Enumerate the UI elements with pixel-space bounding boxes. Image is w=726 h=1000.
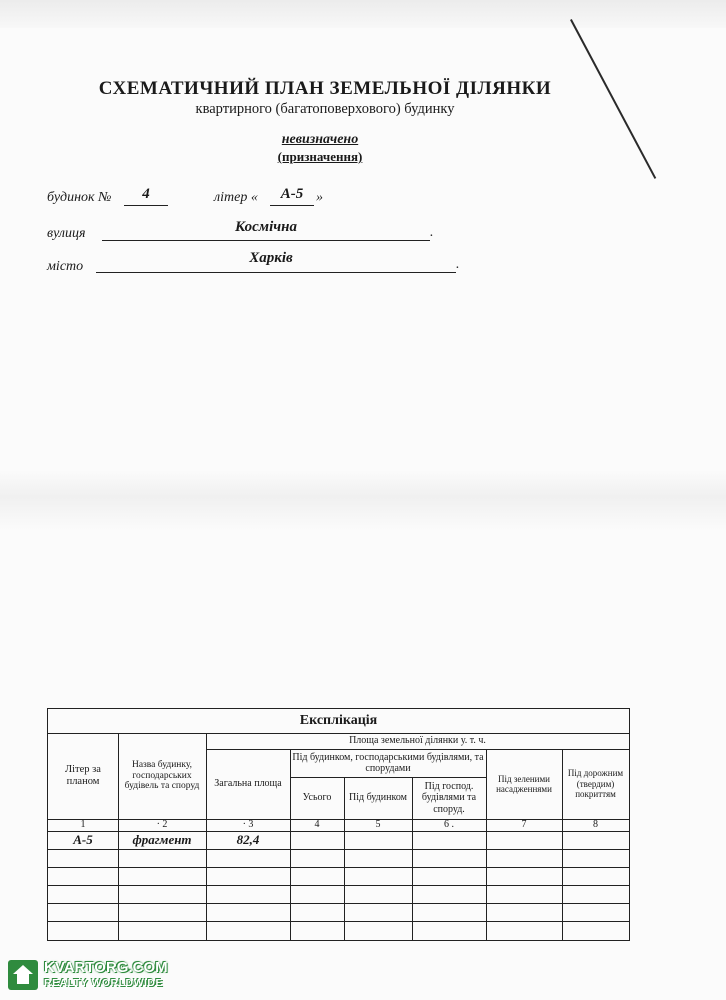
liter-label: літер « <box>214 190 258 205</box>
header-total: Загальна площа <box>214 778 282 790</box>
explication-table <box>47 708 630 941</box>
street-underline <box>102 240 430 241</box>
row-divider <box>48 903 629 904</box>
column-number: 8 <box>593 819 598 831</box>
header-area-group: Площа земельної ділянки у. т. ч. <box>349 735 486 747</box>
watermark-brand: KVARTORG.COM <box>44 959 168 976</box>
paper-fold <box>0 470 726 530</box>
document-subtitle: квартирного (багатоповерхового) будинку <box>195 101 455 117</box>
column-number: · 2 <box>156 819 168 831</box>
city-value: Харків <box>249 250 293 266</box>
header-built-group: Під будинком, господарськими будівлями, та спорудами <box>292 751 484 774</box>
scan-artifact-top <box>0 0 726 28</box>
column-number: 4 <box>314 819 320 831</box>
header-name: Назва будинку, господарських будівель та споруд <box>124 759 200 792</box>
header-outbuildings: Під господ. будівлями та споруд. <box>421 780 477 815</box>
city-label: місто <box>47 259 84 274</box>
column-number: 7 <box>521 819 527 831</box>
liter-close: » <box>316 190 323 205</box>
purpose-value: невизначено <box>281 132 359 147</box>
table-title: Експлікація <box>48 709 629 734</box>
header-house: Під будинком <box>349 792 407 804</box>
header-all: Усього <box>302 792 332 804</box>
house-underline <box>124 205 168 206</box>
document-title: СХЕМАТИЧНИЙ ПЛАН ЗЕМЕЛЬНОЇ ДІЛЯНКИ <box>98 78 552 99</box>
liter-value: А-5 <box>280 186 304 202</box>
purpose-caption: (призначення) <box>277 149 363 164</box>
table-cell-liter: А-5 <box>73 831 93 847</box>
house-value: 4 <box>142 186 150 202</box>
column-number: 1 <box>80 819 86 831</box>
street-value: Космічна <box>235 219 297 235</box>
header-liter: Літер за планом <box>65 763 101 787</box>
header-roads: Під дорожним (твердим) покриттям <box>567 768 624 800</box>
header-green: Під зеленими насадженнями <box>496 773 552 794</box>
street-label: вулиця <box>47 226 86 241</box>
street-dot: . <box>430 225 434 240</box>
row-divider <box>48 849 629 850</box>
table-cell-total: 82,4 <box>236 831 260 847</box>
row-divider <box>48 867 629 868</box>
row-divider <box>48 921 629 922</box>
row-divider <box>48 885 629 886</box>
column-number: 6 . <box>444 819 454 831</box>
city-dot: . <box>456 257 460 272</box>
table-cell-name: фрагмент <box>132 831 192 847</box>
city-underline <box>96 272 456 273</box>
column-number: 5 <box>375 819 381 831</box>
column-number: · 3 <box>242 819 254 831</box>
watermark-tagline: REALTY WORLDWIDE <box>44 977 164 989</box>
house-icon <box>8 960 38 990</box>
house-label: будинок № <box>47 190 112 205</box>
watermark-logo <box>8 958 193 994</box>
liter-underline <box>270 205 314 206</box>
